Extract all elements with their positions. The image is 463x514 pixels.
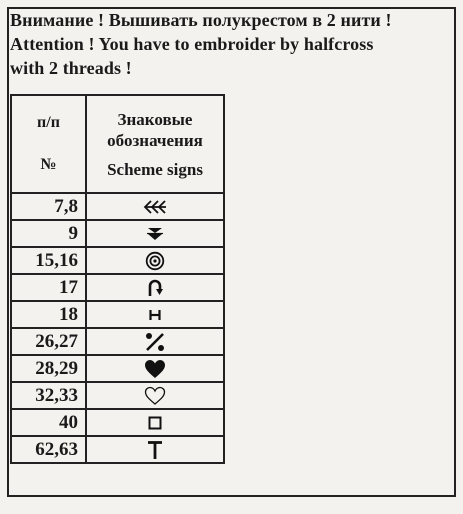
row-number: 9 [11,220,86,247]
letter-h-icon [148,308,162,322]
outline-heart-icon [144,386,166,406]
table-row [11,220,224,247]
row-number: 26,27 [11,328,86,355]
row-number: 28,29 [11,355,86,382]
row-number: 40 [11,409,86,436]
outline-square-icon [148,416,162,430]
letter-t-icon [147,440,163,460]
embroidery-notice [10,8,446,80]
header-sign-ru1: Знаковые [117,109,193,129]
scheme-signs-table [10,94,225,464]
header-number [11,95,86,193]
percent-icon [144,331,166,353]
row-number: 7,8 [11,193,86,220]
row-number: 32,33 [11,382,86,409]
table-row [11,409,224,436]
row-number: 18 [11,301,86,328]
row-number: 62,63 [11,436,86,463]
header-number-top: п/п [37,114,60,131]
u-turn-arrow-icon [147,278,163,298]
table-row [11,355,224,382]
stacked-triangles-icon [146,227,164,241]
notice-russian: Внимание ! Вышивать полукрестом в 2 нити ! [10,10,392,30]
row-number: 17 [11,274,86,301]
notice-english-line2: with 2 threads ! [10,58,132,78]
table-row [11,328,224,355]
header-sign-en: Scheme signs [107,159,203,179]
header-number-bottom: № [40,156,57,173]
notice-english-line1: Attention ! You have to embroider by halfcross [10,34,374,54]
filled-heart-icon [144,359,166,379]
table-row [11,193,224,220]
table-row [11,382,224,409]
triple-chevron-left-icon [143,200,167,214]
table-row [11,301,224,328]
row-number: 15,16 [11,247,86,274]
header-scheme-signs [86,95,224,193]
concentric-circles-icon [145,251,165,271]
header-sign-ru2: обозначения [107,130,203,150]
table-row [11,436,224,463]
table-row [11,274,224,301]
table-row [11,247,224,274]
table-header-row [11,95,224,193]
